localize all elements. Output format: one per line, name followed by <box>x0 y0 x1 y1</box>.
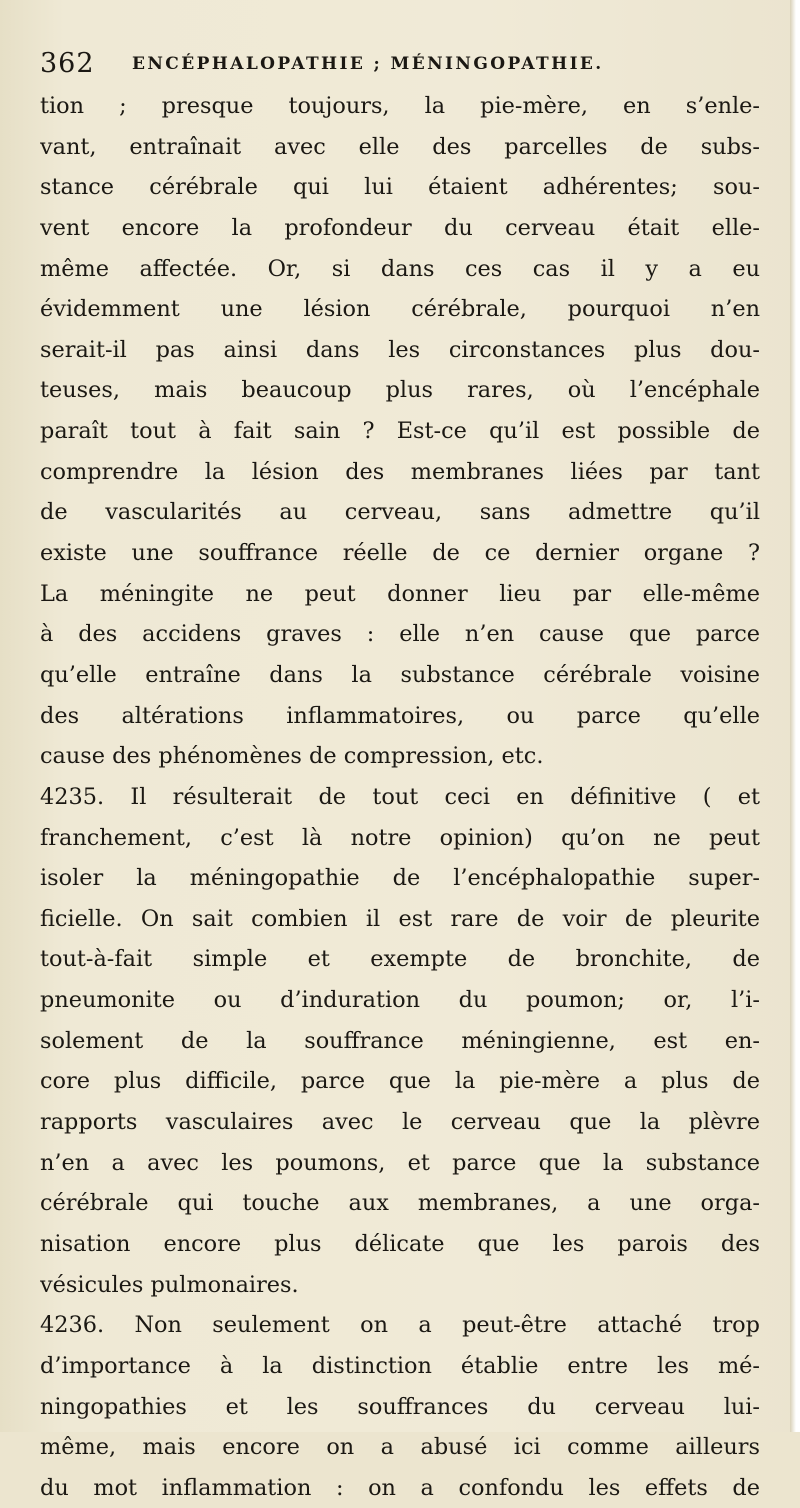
paragraph-end-line: cause des phénomènes de compression, etc. <box>40 743 544 770</box>
text-line: paraît tout à fait sain ? Est-ce qu’il est possible de <box>40 418 760 445</box>
text-line: serait-il pas ainsi dans les circonstances plus dou- <box>40 336 760 363</box>
text-line: pneumonite ou d’induration du poumon; or, l’i- <box>40 987 760 1014</box>
text-line: isoler la méningopathie de l’encéphalopathie super- <box>40 865 760 892</box>
text-line: évidemment une lésion cérébrale, pourquoi n’en <box>40 296 760 323</box>
text-line: des altérations inflammatoires, ou parce qu’elle <box>40 702 760 729</box>
running-head: ENCÉPHALOPATHIE ; MÉNINGOPATHIE. <box>132 54 604 74</box>
text-line: rapports vasculaires avec le cerveau que la plèvre <box>40 1109 760 1136</box>
text-line: même, mais encore on a abusé ici comme ailleurs <box>40 1434 760 1461</box>
text-line: La méningite ne peut donner lieu par elle-même <box>40 580 760 607</box>
text-line: nisation encore plus délicate que les parois des <box>40 1230 760 1257</box>
page-header <box>40 44 760 84</box>
text-line: du mot inflammation : on a confondu les effets de <box>40 1474 760 1501</box>
body-text <box>40 86 760 1508</box>
text-line: core plus difficile, parce que la pie-mère a plus de <box>40 1068 760 1095</box>
text-line: vent encore la profondeur du cerveau était elle- <box>40 214 760 241</box>
text-line: vant, entraînait avec elle des parcelles de subs- <box>40 133 760 160</box>
text-line: à des accidens graves : elle n’en cause que parce <box>40 621 760 648</box>
page-edge <box>790 0 800 1432</box>
paragraph-end-line: vésicules pulmonaires. <box>40 1271 299 1298</box>
paragraph-start-line: 4236. Non seulement on a peut-être attaché trop <box>40 1312 760 1339</box>
page-number: 362 <box>40 48 95 79</box>
text-line: d’importance à la distinction établie entre les mé- <box>40 1352 760 1379</box>
text-line: n’en a avec les poumons, et parce que la substance <box>40 1149 760 1176</box>
text-line: comprendre la lésion des membranes liées par tant <box>40 458 760 485</box>
text-line: teuses, mais beaucoup plus rares, où l’encéphale <box>40 377 760 404</box>
text-line: de vascularités au cerveau, sans admettre qu’il <box>40 499 760 526</box>
text-line: tout-à-fait simple et exempte de bronchite, de <box>40 946 760 973</box>
text-line: qu’elle entraîne dans la substance cérébrale voisine <box>40 661 760 688</box>
text-line: stance cérébrale qui lui étaient adhérentes; sou- <box>40 174 760 201</box>
text-line: franchement, c’est là notre opinion) qu’on ne peut <box>40 824 760 851</box>
text-line: solement de la souffrance méningienne, est en- <box>40 1027 760 1054</box>
text-line: cérébrale qui touche aux membranes, a une orga- <box>40 1190 760 1217</box>
text-line: même affectée. Or, si dans ces cas il y a eu <box>40 255 760 282</box>
text-line: ningopathies et les souffrances du cerveau lui- <box>40 1393 760 1420</box>
text-line: existe une souffrance réelle de ce dernier organe ? <box>40 540 760 567</box>
paragraph-start-line: 4235. Il résulterait de tout ceci en définitive ( et <box>40 783 760 810</box>
text-line: tion ; presque toujours, la pie-mère, en s’enle- <box>40 93 760 119</box>
text-line: ficielle. On sait combien il est rare de voir de pleurite <box>40 905 760 932</box>
